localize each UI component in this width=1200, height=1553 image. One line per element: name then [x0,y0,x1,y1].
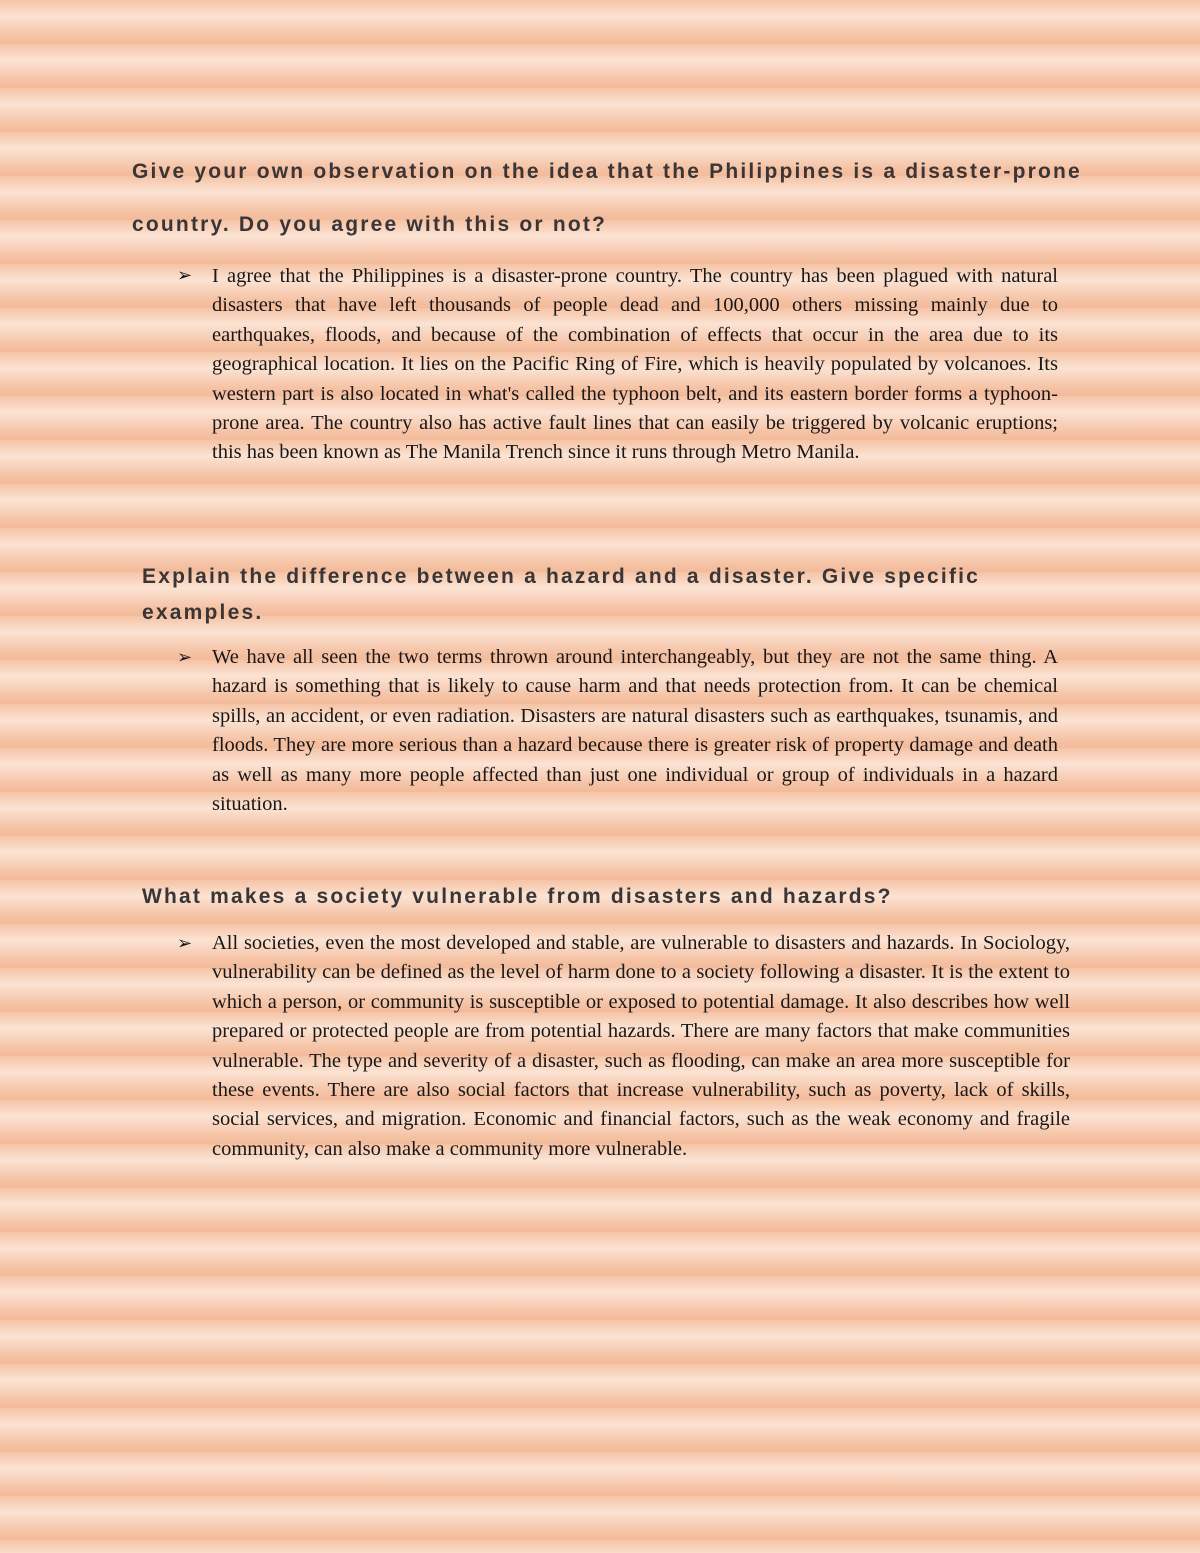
arrowhead-bullet-icon: ➢ [177,647,193,668]
arrowhead-bullet-icon: ➢ [177,265,193,286]
question-heading-2: Explain the difference between a hazard and a disaster. Give specific examples. [142,565,981,624]
question-heading-3: What makes a society vulnerable from disasters and hazards? [142,885,893,908]
arrowhead-bullet-icon: ➢ [177,933,193,954]
question-heading-1: Give your own observation on the idea that the Philippines is a disaster-prone country. Do you agree with this or not? [132,160,1082,236]
answer-paragraph-1: I agree that the Philippines is a disaster-prone country. The country has been plagued with natural disasters that have left thousands of people dead and 100,000 others missing mainly due to earthquakes, floods, and because of the combination of effects that occur in the area due to its geographical location. It lies on the Pacific Ring of Fire, which is heavily populated by volcanoes. Its western part is also located in what's called the typhoon belt, and its eastern border forms a typhoon-prone area. The country also has active fault lines that can easily be triggered by volcanic eruptions; this has been known as The Manila Trench since it runs through Metro Manila. [212,265,1058,464]
answer-paragraph-3: All societies, even the most developed and stable, are vulnerable to disasters and hazards. In Sociology, vulnerability can be defined as the level of harm done to a society following a disaster. It is the extent to which a person, or community is susceptible or exposed to potential damage. It also describes how well prepared or protected people are from potential hazards. There are many factors that make communities vulnerable. The type and severity of a disaster, such as flooding, can make an area more susceptible for these events. There are also social factors that increase vulnerability, such as poverty, lack of skills, social services, and migration. Economic and financial factors, such as the weak economy and fragile community, can also make a community more vulnerable. [212,932,1070,1160]
answer-paragraph-2: We have all seen the two terms thrown around interchangeably, but they are not the same thing. A hazard is something that is likely to cause harm and that needs protection from. It can be chemical spills, an accident, or even radiation. Disasters are natural disasters such as earthquakes, tsunamis, and floods. They are more serious than a hazard because there is greater risk of property damage and death as well as many more people affected than just one individual or group of individuals in a hazard situation. [212,646,1058,816]
